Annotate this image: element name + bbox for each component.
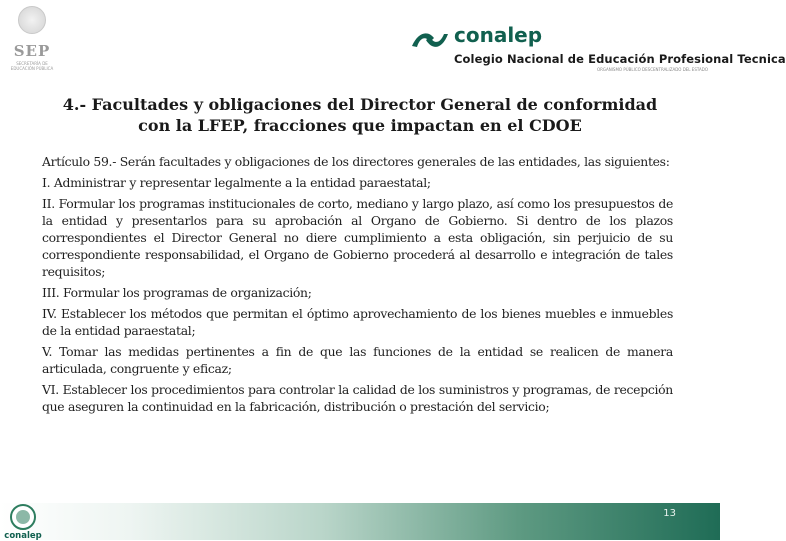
- sep-logo-subtitle: SECRETARÍA DE EDUCACIÓN PÚBLICA: [10, 61, 54, 71]
- slide-title-line-2: con la LFEP, fracciones que impactan en el CDOE: [138, 116, 582, 135]
- article-intro-paragraph: Artículo 59.- Serán facultades y obligaciones de los directores generales de las entidades, las siguientes:: [42, 154, 670, 169]
- slide-body: [42, 153, 673, 419]
- fraction-paragraph: III. Formular los programas de organización;: [42, 285, 312, 300]
- fraction-paragraph: IV. Establecer los métodos que permitan el óptimo aprovechamiento de los bienes muebles e inmuebles de la entidad paraestatal;: [42, 306, 673, 338]
- sep-logo-text: SEP: [13, 42, 51, 60]
- fraction-paragraph: II. Formular los programas institucionales de corto, mediano y largo plazo, así como los presupuestos de la entidad y presentarlos para su aprobación al Organo de Gobierno. Si dentro de los plazos correspondientes el Director General no diere cumplimiento a esta obligación, sin perjuicio de su correspondiente responsabilidad, el Organo de Gobierno procederá al desarrollo e integración de tales requisitos;: [42, 196, 673, 279]
- conalep-header-logo: [410, 23, 786, 76]
- slide-title-line-1: 4.- Facultades y obligaciones del Director General de conformidad: [62, 95, 658, 114]
- fraction-paragraph: V. Tomar las medidas pertinentes a fin de que las funciones de la entidad se realicen de manera articulada, congruente y eficaz;: [42, 344, 673, 376]
- conalep-wordmark: conalep: [454, 23, 543, 47]
- conalep-full-name: Colegio Nacional de Educación Profesional Tecnica: [454, 52, 786, 66]
- footer-conalep-logo: [2, 502, 44, 540]
- sep-logo: [8, 6, 56, 78]
- slide-title: [30, 94, 690, 136]
- conalep-swoosh-icon: [410, 26, 450, 54]
- conalep-tagline: ORGANISMO PÚBLICO DESCENTRALIZADO DEL ESTADO: [597, 67, 708, 72]
- footer-logo-word: conalep: [4, 531, 42, 541]
- page-number: 13: [663, 508, 676, 519]
- footer-gradient-bar: [0, 503, 720, 540]
- conalep-seal-icon: [10, 504, 36, 530]
- fraction-paragraph: VI. Establecer los procedimientos para controlar la calidad de los suministros y programas, de recepción que aseguren la continuidad en la fabricación, distribución o prestación del servicio;: [42, 382, 673, 414]
- mexico-seal-icon: [18, 6, 46, 34]
- fraction-paragraph: I. Administrar y representar legalmente a la entidad paraestatal;: [42, 175, 431, 190]
